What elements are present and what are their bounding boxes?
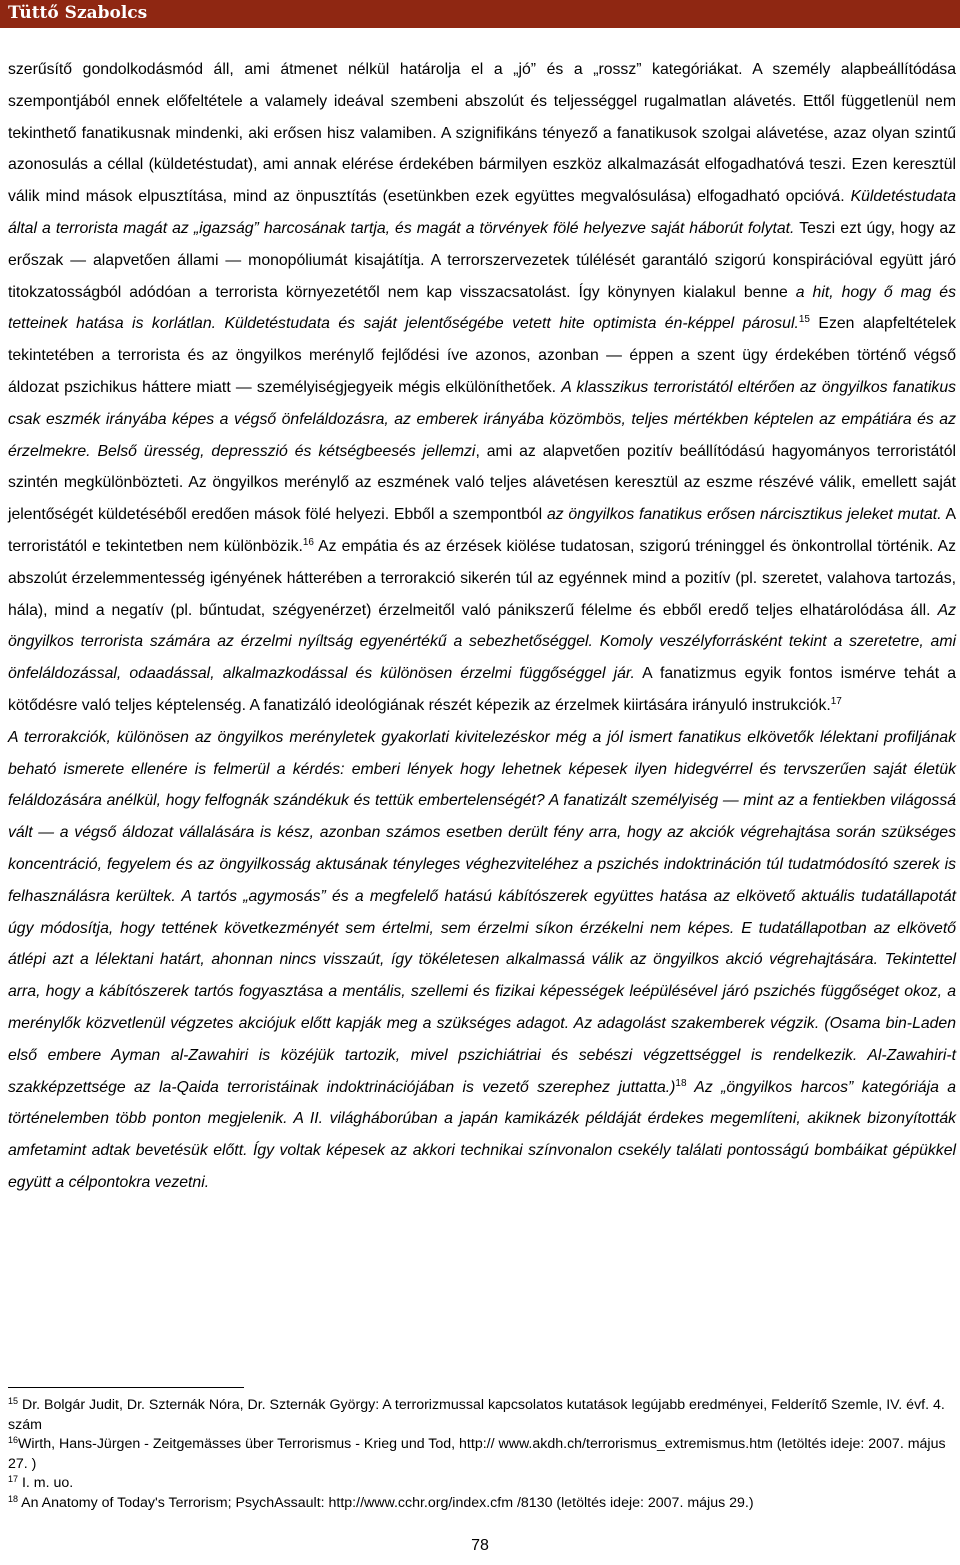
footnote-ref: 16 bbox=[302, 536, 314, 548]
footnote-text: Wirth, Hans-Jürgen - Zeitgemässes über Terrorismus - Krieg und Tod, http:// www.akdh.ch/terrorismus_extremismus.htm (letöltés ideje: 2007. május 27. ) bbox=[8, 1436, 946, 1472]
paragraph-fanaticism bbox=[8, 54, 956, 722]
text-run: Ezen alapfeltételek tekintetében a terrorista és az öngyilkos merénylő fejlődési íve azonos, azonban — éppen a szent ügy érdekében történő végső áldozat pszichikus háttere miatt — személyiségjegyeik mégis elkülöníthetőek. bbox=[8, 315, 956, 396]
footnote-item bbox=[8, 1435, 952, 1474]
text-run: szerűsítő gondolkodásmód áll, ami átmenet nélkül határolja el a „jó” és a „rossz” kategóriákat. A személy alapbeállítódása szempontjából ennek előfeltétele a valamely ideával szembeni abszolút és teljességgel rugalmatlan alávetés. Ettől függetlenül nem tekinthető fanatikusnak mindenki, aki erősen hisz valamiben. A szignifikáns tényező a fanatikusok szolgai alávetése, azaz olyan szintű azonosulás a céllal (küldetéstudat), ami annak elérése érdekében bármilyen eszköz alkalmazását elfogadhatóvá teszi. Ezen keresztül válik mind mások elpusztítása, mind az önpusztítás (esetünkben ezek együttes megvalósulása) elfogadható opcióvá. bbox=[8, 61, 956, 206]
footnote-number: 18 bbox=[8, 1493, 19, 1504]
footnote-text: An Anatomy of Today's Terrorism; PsychAssault: http://www.cchr.org/index.cfm /8130 (letöltés ideje: 2007. május 29.) bbox=[18, 1494, 754, 1511]
footnote-text: Dr. Bolgár Judit, Dr. Szternák Nóra, Dr. Szternák György: A terrorizmussal kapcsolatos kutatások legújabb eredményei, Felderítő Szemle, IV. évf. 4. szám bbox=[8, 1397, 945, 1433]
footnote-ref: 17 bbox=[830, 695, 842, 707]
italic-text-run: A klasszikus terroristától eltérően az öngyilkos fanatikus csak eszmék irányába képes a végső önfeláldozásra, az emberek irányába közömbös, teljes mértékben képtelen az empátiára és az érzelmekre. Belső üresség, depresszió és kétségbeesés jellemzi bbox=[8, 378, 956, 460]
footnote-number: 17 bbox=[8, 1474, 19, 1484]
footnote-item bbox=[8, 1474, 952, 1494]
italic-text-run: Az „öngyilkos harcos” kategóriája a történelemben több ponton megjelenik. A II. világháborúban a japán kamikázék példáját érdekes megemlíteni, akiknek bizonyították amfetamint adtak bevetésük előtt. Így voltak képesek az akkori technikai színvonalon csekély találati pontosságú bombáikat gépükkel együtt a célpontokra vezetni. bbox=[8, 1078, 957, 1191]
italic-text-run: A terrorakciók, különösen az öngyilkos merényletek gyakorlati kivitelezéskor még a jól ismert fanatikus elkövetők lélektani profiljának beható ismerete ellenére is felmerül a kérdés: emberi lények hogy lehetnek képesek ilyen hidegvérrel és tervszerűen saját életük feláldozására anélkül, hogy felfognák szándékuk és tettük embertelenségét? A fanatizált személyiség — mint az a fentiekben világossá vált — a végső áldozat vállalására is kész, azonban számos esetben derült fény arra, hogy az akciók végrehajtása során szükséges koncentráció, fegyelem és az öngyilkosság aktusának tényleges véghezviteléhez a pszichés indoktrináción túl tudatmódosító szerek is felhasználásra kerültek. A tartós „agymosás” és a megfelelő hatású kábítószerek együttes hatása az elkövető aktuális tudatállapotát úgy módosítja, hogy tettének következményét sem értelmi, sem érzelmi síkon érzékelni nem képes. E tudatállapotban az elkövető átlépi azt a lélektani határt, ahonnan nincs visszaút, így tökéletesen alkalmassá válik az öngyilkos akció végrehajtására. Tekintettel arra, hogy a kábítószerek tartós fogyasztása a mentális, szellemi és fizikai képességek leépülésével járó pszichés függőséget okoz, a merénylők közvetlenül végzetes akciójuk előtt kapják meg a szükséges adagot. Az adagolást szakemberek végzik. (Osama bin-Laden első embere Ayman al-Zawahiri is közéjük tartozik, mivel pszichiátriai és sebészi végzettséggel is rendelkezik. Al-Zawahiri-t szakképzettsége az la-Qaida terroristáinak indoktrinációjában is vezető szerephez juttatta.) bbox=[8, 728, 956, 1096]
footnote-text: I. m. uo. bbox=[18, 1475, 74, 1491]
footnote-number: 16 bbox=[8, 1435, 19, 1445]
italic-text-run: a hit, hogy ő mag és tetteinek hatása is korlátlan. Küldetéstudata és saját jelentőségébe vetett hite optimista én-képpel párosul. bbox=[8, 283, 956, 333]
footnote-item bbox=[8, 1396, 952, 1435]
footnotes-section bbox=[8, 1396, 952, 1513]
footnote-ref: 18 bbox=[675, 1077, 687, 1089]
text-run: A fanatizmus egyik fontos ismérve tehát a kötődésre való teljes képtelenség. A fanatizáló ideológiának részét képezik az érzelmek kiirtására irányuló instrukciók. bbox=[8, 665, 956, 714]
text-run: Az empátia és az érzések kiölése tudatosan, szigorú tréninggel és önkontrollal történik. Az abszolút érzelemmentesség igényének hátterében a terrorakció sikerén túl az egyénnek mind a pozitív (pl. szeretet, valahova tartozás, hála), mind a negatív (pl. bűntudat, szégyenérzet) érzelmeitől való pánikszerű félelme és ebből eredő teljes elhatárolódása áll. bbox=[8, 537, 956, 619]
page-number: 78 bbox=[471, 1537, 489, 1554]
footnote-number: 15 bbox=[8, 1396, 19, 1406]
italic-text-run: Az öngyilkos terrorista számára az érzelmi nyíltság egyenértékű a sebezhetőséggel. Komoly veszélyforrásként tekint a szeretetre, ami önfeláldozással, odaadással, alkalmazkodással és különösen érzelmi függőséggel jár. bbox=[8, 601, 956, 683]
footnote-ref: 15 bbox=[798, 314, 810, 326]
header-author-title: Tüttő Szabolcs bbox=[8, 3, 148, 23]
text-run: Teszi ezt úgy, hogy az erőszak — alapvetően állami — monopóliumát kisajátítja. A terrorszervezetek túlélését garantáló szigorú konspirációval együtt járó titokzatosságból adódóan a terrorista környezetétől nem kap visszacsatolást. Így könynyen kialakul benne bbox=[8, 219, 956, 301]
footnote-item bbox=[8, 1494, 952, 1514]
paragraph-terror-actions bbox=[8, 722, 956, 1199]
text-run: , ami az alapvetően pozitív beállítódású hagyományos terroristától szintén megkülönbözteti. Az öngyilkos merénylő az eszmének való teljes alávetésen keresztül az eszme részévé válik, emellett saját jelentőségét küldetéséből eredően mások fölé helyezi. Ebből a szempontból bbox=[8, 442, 956, 524]
text-run: A terroristától e tekintetben nem különbözik. bbox=[8, 506, 956, 555]
italic-text-run: az öngyilkos fanatikus erősen nárcisztikus jeleket mutat. bbox=[546, 506, 942, 524]
footnote-separator bbox=[8, 1387, 244, 1388]
running-header bbox=[0, 0, 960, 28]
main-body-text bbox=[8, 54, 956, 1199]
italic-text-run: Küldetéstudata által a terrorista magát az „igazság” harcosának tartja, és magát a törvények fölé helyezve saját háborút folytat. bbox=[8, 188, 956, 237]
